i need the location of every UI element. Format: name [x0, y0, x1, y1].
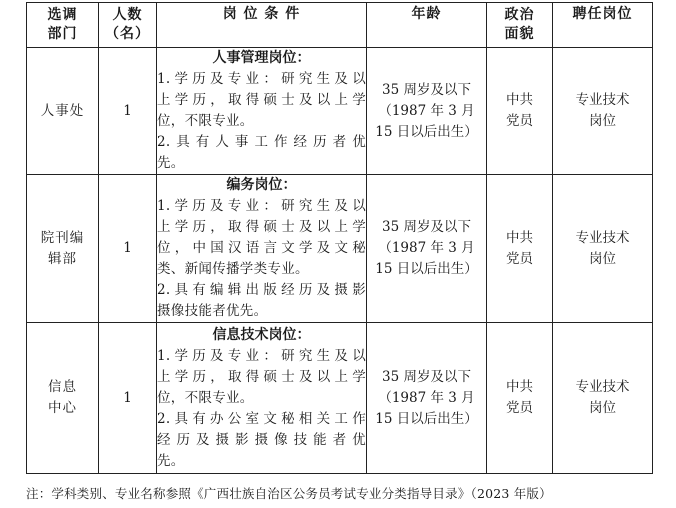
dept-cell: 院刊编 辑部 — [27, 175, 99, 323]
political-cell: 中共 党员 — [487, 323, 553, 474]
conditions-title: 信息技术岗位： — [212, 326, 311, 343]
age-cell: 35 周岁及以下 （1987 年 3 月 15 日以后出生） — [367, 323, 487, 474]
position-cell: 专业技术 岗位 — [553, 323, 653, 474]
table-row — [27, 323, 653, 474]
dept-cell: 人事处 — [27, 48, 99, 175]
header-count: 人数 （名） — [99, 3, 157, 48]
conditions-cell: 人事管理岗位： 1.学历及专业：研究生及以 上学历，取得硕士及以上学 位，不限专业。 2.具有人事工作经历者优 先。 — [157, 48, 367, 175]
conditions-cell: 编务岗位： 1.学历及专业：研究生及以 上学历，取得硕士及以上学 位，中国汉语言文学及文秘 类、新闻传播学类专业。 2.具有编辑出版经历及摄影 摄像技能者优先。 — [157, 175, 367, 323]
header-position: 聘任岗位 — [553, 3, 653, 48]
header-dept: 选调 部门 — [27, 3, 99, 48]
recruitment-table — [26, 2, 653, 474]
conditions-cell: 信息技术岗位： 1.学历及专业：研究生及以 上学历，取得硕士及以上学 位，不限专业。 2.具有办公室文秘相关工作 经历及摄影摄像技能者优 先。 — [157, 323, 367, 474]
conditions-title: 编务岗位： — [226, 177, 297, 193]
header-conditions: 岗 位 条 件 — [157, 3, 367, 48]
header-row — [27, 3, 653, 48]
table-row — [27, 48, 653, 175]
conditions-title: 人事管理岗位： — [212, 50, 311, 66]
age-cell: 35 周岁及以下 （1987 年 3 月 15 日以后出生） — [367, 175, 487, 323]
political-cell: 中共 党员 — [487, 48, 553, 175]
count-cell: 1 — [99, 48, 157, 175]
position-cell: 专业技术 岗位 — [553, 48, 653, 175]
header-age: 年龄 — [367, 3, 487, 48]
footnote: 注：学科类别、专业名称参照《广西壮族自治区公务员考试专业分类指导目录》（2023 年版） — [26, 486, 552, 501]
header-political: 政治 面貌 — [487, 3, 553, 48]
dept-cell: 信息 中心 — [27, 323, 99, 474]
position-cell: 专业技术 岗位 — [553, 175, 653, 323]
count-cell: 1 — [99, 323, 157, 474]
table-row — [27, 175, 653, 323]
political-cell: 中共 党员 — [487, 175, 553, 323]
age-cell: 35 周岁及以下 （1987 年 3 月 15 日以后出生） — [367, 48, 487, 175]
count-cell: 1 — [99, 175, 157, 323]
